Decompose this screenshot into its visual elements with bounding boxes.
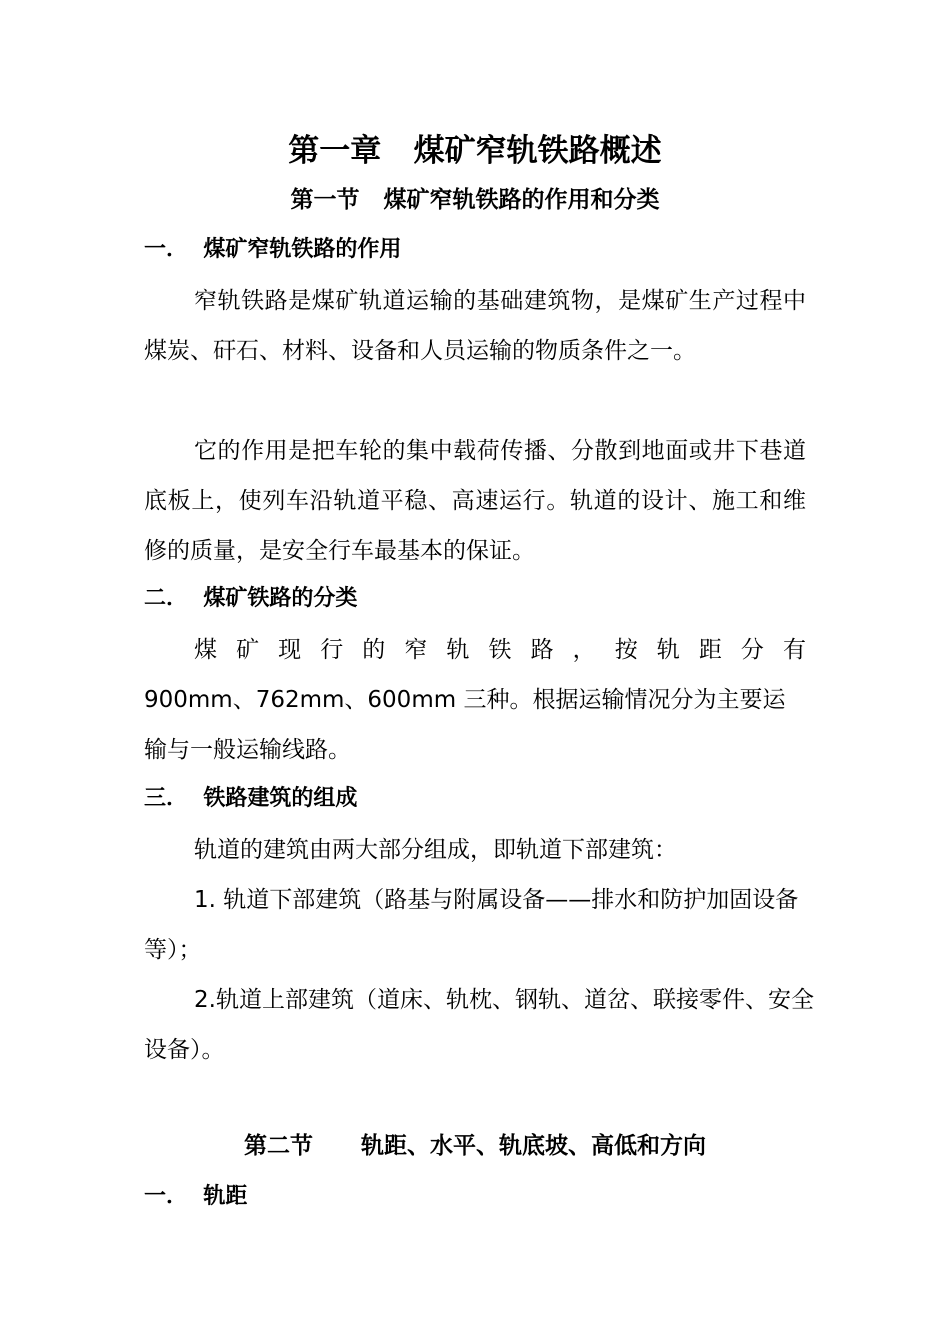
heading-gauge: 一． 轨距 xyxy=(144,1184,248,1209)
list-item-upper-structure: 2.轨道上部建筑（道床、轨枕、钢轨、道岔、联接零件、安全设备）。 xyxy=(144,987,814,1063)
heading-classification: 二． 煤矿铁路的分类 xyxy=(144,586,358,611)
paragraph-classification-line1: 煤矿现行的窄轨铁路，按轨距分有 xyxy=(194,637,806,663)
section-title-2: 第二节 轨距、水平、轨底坡、高低和方向 xyxy=(243,1133,707,1159)
paragraph-classification-rest: 900mm、762mm、600mm 三种。根据运输情况分为主要运输与一般运输线路。 xyxy=(144,687,786,763)
heading-role: 一． 煤矿窄轨铁路的作用 xyxy=(144,237,402,262)
list-item-lower-structure: 1. 轨道下部建筑（路基与附属设备——排水和防护加固设备等）； xyxy=(144,887,799,963)
paragraph-role-1: 窄轨铁路是煤矿轨道运输的基础建筑物，是煤矿生产过程中煤炭、矸石、材料、设备和人员运输的物质条件之一。 xyxy=(144,288,806,364)
chapter-title: 第一章 煤矿窄轨铁路概述 xyxy=(288,133,662,169)
paragraph-role-2: 它的作用是把车轮的集中载荷传播、分散到地面或井下巷道底板上，使列车沿轨道平稳、高速运行。轨道的设计、施工和维修的质量，是安全行车最基本的保证。 xyxy=(144,438,806,564)
heading-composition: 三． 铁路建筑的组成 xyxy=(144,786,358,811)
section-title-1: 第一节 煤矿窄轨铁路的作用和分类 xyxy=(290,187,660,213)
paragraph-composition: 轨道的建筑由两大部分组成，即轨道下部建筑： xyxy=(194,837,677,863)
